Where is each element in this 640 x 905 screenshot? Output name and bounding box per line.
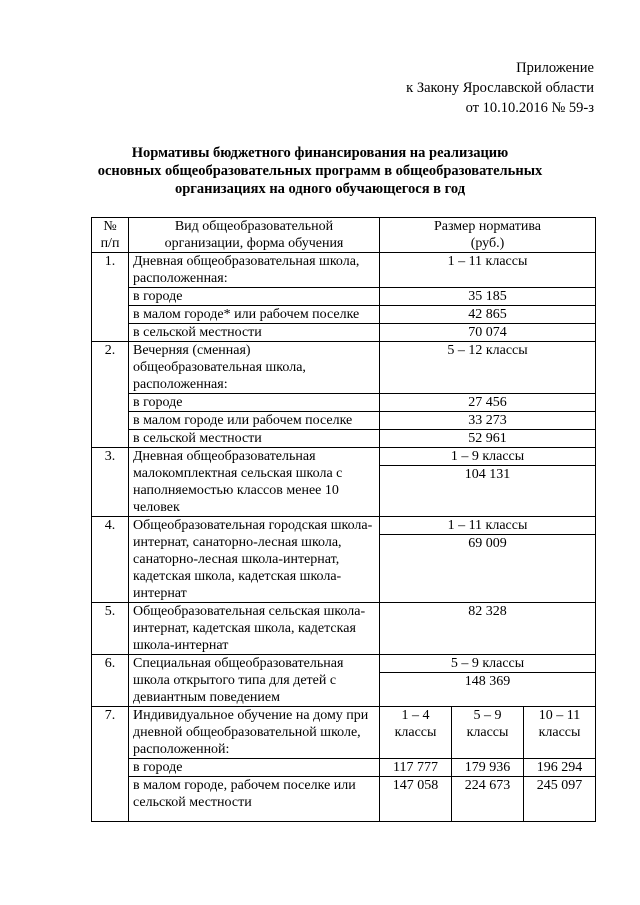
- table-row: [92, 306, 596, 324]
- row-name: Дневная общеобразовательная школа, расположенная:: [129, 253, 380, 288]
- row-value: 69 009: [380, 535, 596, 603]
- document-title: [60, 144, 580, 198]
- row-name: Дневная общеобразовательная малокомплектная сельская школа с наполняемостью классов менее 10 человек: [129, 448, 380, 517]
- row-grades: 5 – 12 классы: [380, 342, 596, 394]
- header-size: [380, 218, 596, 253]
- header-number-line-1: №: [103, 219, 117, 234]
- table-row: [92, 342, 596, 394]
- header-number: [92, 218, 129, 253]
- row-label: в городе: [129, 288, 380, 306]
- header-size-line-1: Размер норматива: [433, 219, 542, 234]
- row-name: Специальная общеобразовательная школа открытого типа для детей с девиантным поведением: [129, 655, 380, 707]
- table-row: [92, 394, 596, 412]
- row-value: 117 777: [380, 759, 452, 777]
- appendix-line-1: Приложение: [516, 60, 594, 76]
- row-label: в городе: [129, 759, 380, 777]
- table-row: [92, 288, 596, 306]
- row-grades: 1 – 9 классы: [380, 448, 596, 466]
- row-value: 245 097: [524, 777, 596, 822]
- row-label: в малом городе или рабочем поселке: [129, 412, 380, 430]
- header-size-line-2: (руб.): [470, 236, 505, 251]
- row-grades: 1 – 11 классы: [380, 253, 596, 288]
- row-grades: 1 – 11 классы: [380, 517, 596, 535]
- table-row: [92, 430, 596, 448]
- table-row: [92, 253, 596, 288]
- row-value: 147 058: [380, 777, 452, 822]
- table-row: [92, 448, 596, 466]
- header-type-line-2: организации, форма обучения: [164, 236, 344, 251]
- row-label: в малом городе* или рабочем поселке: [129, 306, 380, 324]
- row-number: 3.: [92, 448, 129, 517]
- table-row: [92, 655, 596, 673]
- row-label: в сельской местности: [129, 324, 380, 342]
- table-row: [92, 777, 596, 822]
- row-value: 42 865: [380, 306, 596, 324]
- row-value: 52 961: [380, 430, 596, 448]
- row-value: 196 294: [524, 759, 596, 777]
- row-number: 6.: [92, 655, 129, 707]
- table-row: [92, 759, 596, 777]
- row-number: 4.: [92, 517, 129, 603]
- grade-column-1: 1 – 4 классы: [380, 707, 452, 759]
- row-value: 224 673: [452, 777, 524, 822]
- appendix-line-2: к Закону Ярославской области: [406, 80, 594, 96]
- table-row: [92, 707, 596, 759]
- table-row: [92, 324, 596, 342]
- row-name: Индивидуальное обучение на дому при дневной общеобразовательной школе, расположенной:: [129, 707, 380, 759]
- appendix-line-3: от 10.10.2016 № 59-з: [465, 100, 594, 116]
- row-label: в сельской местности: [129, 430, 380, 448]
- table-header-row: [92, 218, 596, 253]
- row-value: 27 456: [380, 394, 596, 412]
- row-name: Вечерняя (сменная) общеобразовательная школа, расположенная:: [129, 342, 380, 394]
- row-label: в городе: [129, 394, 380, 412]
- title-line-1: Нормативы бюджетного финансирования на реализацию: [131, 145, 509, 161]
- grade-column-3: 10 – 11 классы: [524, 707, 596, 759]
- row-name: Общеобразовательная городская школа-интернат, санаторно-лесная школа, санаторно-лесная школа-интернат, кадетская школа, кадетская школа-интернат: [129, 517, 380, 603]
- row-name: Общеобразовательная сельская школа-интернат, кадетская школа, кадетская школа-интернат: [129, 603, 380, 655]
- header-type-line-1: Вид общеобразовательной: [174, 219, 334, 234]
- row-value: 104 131: [380, 466, 596, 517]
- row-number: 2.: [92, 342, 129, 394]
- table-row: [92, 603, 596, 655]
- grade-column-2: 5 – 9 классы: [452, 707, 524, 759]
- row-value: 82 328: [380, 603, 596, 655]
- title-line-2: основных общеобразовательных программ в общеобразовательных: [97, 163, 543, 179]
- row-value: 179 936: [452, 759, 524, 777]
- row-number: 7.: [92, 707, 129, 759]
- row-value: 33 273: [380, 412, 596, 430]
- appendix-note: [406, 58, 594, 118]
- norms-table: [91, 217, 596, 822]
- row-grades: 5 – 9 классы: [380, 655, 596, 673]
- row-label: в малом городе, рабочем поселке или сельской местности: [129, 777, 380, 822]
- row-number: 1.: [92, 253, 129, 288]
- header-number-line-2: п/п: [100, 236, 120, 251]
- row-value: 35 185: [380, 288, 596, 306]
- table-row: [92, 517, 596, 535]
- table-row: [92, 412, 596, 430]
- row-number: 5.: [92, 603, 129, 655]
- title-line-3: организациях на одного обучающегося в год: [174, 181, 466, 197]
- header-type: [129, 218, 380, 253]
- row-value: 148 369: [380, 673, 596, 707]
- row-value: 70 074: [380, 324, 596, 342]
